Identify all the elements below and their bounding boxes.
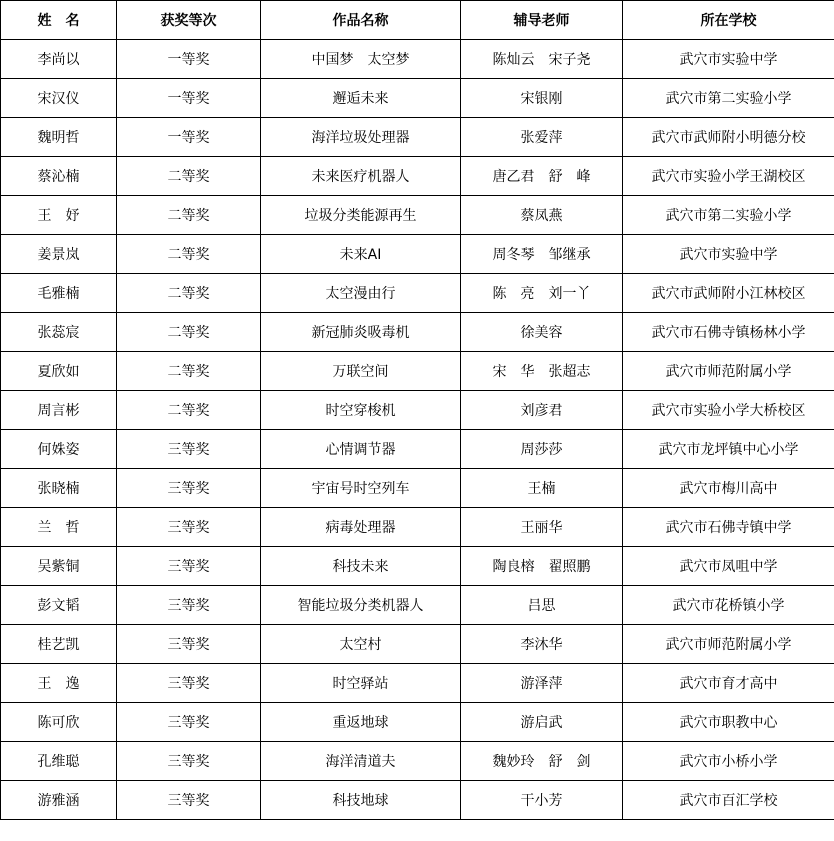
cell-instructor: 魏妙玲 舒 剑	[461, 742, 623, 781]
cell-name: 毛雅楠	[1, 274, 117, 313]
cell-award-level: 三等奖	[117, 781, 261, 820]
cell-school: 武穴市石佛寺镇中学	[623, 508, 834, 547]
cell-work-title: 垃圾分类能源再生	[261, 196, 461, 235]
cell-work-title: 科技未来	[261, 547, 461, 586]
cell-instructor: 游泽萍	[461, 664, 623, 703]
cell-work-title: 新冠肺炎吸毒机	[261, 313, 461, 352]
cell-instructor: 蔡凤燕	[461, 196, 623, 235]
cell-work-title: 太空村	[261, 625, 461, 664]
cell-instructor: 王楠	[461, 469, 623, 508]
cell-award-level: 二等奖	[117, 157, 261, 196]
cell-instructor: 陶良榕 翟照鹏	[461, 547, 623, 586]
cell-name: 姜景岚	[1, 235, 117, 274]
cell-award-level: 三等奖	[117, 469, 261, 508]
cell-school: 武穴市育才高中	[623, 664, 834, 703]
cell-name: 吴紫铜	[1, 547, 117, 586]
cell-award-level: 一等奖	[117, 40, 261, 79]
cell-school: 武穴市师范附属小学	[623, 352, 834, 391]
cell-name: 兰 哲	[1, 508, 117, 547]
cell-name: 夏欣如	[1, 352, 117, 391]
table-row	[1, 313, 834, 352]
table-row	[1, 157, 834, 196]
cell-name: 张晓楠	[1, 469, 117, 508]
cell-name: 魏明哲	[1, 118, 117, 157]
cell-instructor: 游启武	[461, 703, 623, 742]
cell-name: 陈可欣	[1, 703, 117, 742]
cell-award-level: 三等奖	[117, 703, 261, 742]
table-row	[1, 235, 834, 274]
table-header	[1, 1, 834, 40]
cell-school: 武穴市凤咀中学	[623, 547, 834, 586]
cell-award-level: 二等奖	[117, 196, 261, 235]
cell-award-level: 三等奖	[117, 625, 261, 664]
header-name: 姓 名	[1, 1, 117, 40]
cell-instructor: 干小芳	[461, 781, 623, 820]
table-row	[1, 547, 834, 586]
table-row	[1, 703, 834, 742]
cell-award-level: 三等奖	[117, 664, 261, 703]
cell-name: 桂艺凯	[1, 625, 117, 664]
cell-work-title: 科技地球	[261, 781, 461, 820]
cell-award-level: 三等奖	[117, 430, 261, 469]
cell-instructor: 宋银刚	[461, 79, 623, 118]
cell-work-title: 邂逅未来	[261, 79, 461, 118]
table-row	[1, 469, 834, 508]
cell-instructor: 周莎莎	[461, 430, 623, 469]
cell-school: 武穴市小桥小学	[623, 742, 834, 781]
cell-school: 武穴市第二实验小学	[623, 196, 834, 235]
cell-award-level: 三等奖	[117, 586, 261, 625]
table-row	[1, 352, 834, 391]
cell-award-level: 二等奖	[117, 235, 261, 274]
table-row	[1, 781, 834, 820]
cell-instructor: 吕思	[461, 586, 623, 625]
table-row	[1, 625, 834, 664]
header-row	[1, 1, 834, 40]
table-row	[1, 40, 834, 79]
cell-name: 张蕊宸	[1, 313, 117, 352]
cell-award-level: 二等奖	[117, 313, 261, 352]
cell-work-title: 未来AI	[261, 235, 461, 274]
cell-school: 武穴市实验中学	[623, 235, 834, 274]
cell-name: 周言彬	[1, 391, 117, 430]
table-row	[1, 196, 834, 235]
cell-school: 武穴市第二实验小学	[623, 79, 834, 118]
cell-work-title: 海洋清道夫	[261, 742, 461, 781]
table-row	[1, 742, 834, 781]
cell-instructor: 刘彦君	[461, 391, 623, 430]
table-body	[1, 40, 834, 820]
cell-instructor: 陈 亮 刘一丫	[461, 274, 623, 313]
cell-work-title: 心情调节器	[261, 430, 461, 469]
cell-instructor: 唐乙君 舒 峰	[461, 157, 623, 196]
cell-school: 武穴市师范附属小学	[623, 625, 834, 664]
cell-award-level: 二等奖	[117, 274, 261, 313]
header-work-title: 作品名称	[261, 1, 461, 40]
cell-school: 武穴市龙坪镇中心小学	[623, 430, 834, 469]
table-row	[1, 118, 834, 157]
cell-instructor: 徐美容	[461, 313, 623, 352]
cell-name: 王 妤	[1, 196, 117, 235]
cell-school: 武穴市花桥镇小学	[623, 586, 834, 625]
cell-name: 何姝姿	[1, 430, 117, 469]
cell-school: 武穴市百汇学校	[623, 781, 834, 820]
cell-name: 孔维聪	[1, 742, 117, 781]
cell-award-level: 一等奖	[117, 118, 261, 157]
cell-name: 李尚以	[1, 40, 117, 79]
cell-work-title: 海洋垃圾处理器	[261, 118, 461, 157]
cell-work-title: 时空穿梭机	[261, 391, 461, 430]
cell-work-title: 重返地球	[261, 703, 461, 742]
cell-instructor: 宋 华 张超志	[461, 352, 623, 391]
header-award-level: 获奖等次	[117, 1, 261, 40]
cell-work-title: 智能垃圾分类机器人	[261, 586, 461, 625]
cell-school: 武穴市武师附小江林校区	[623, 274, 834, 313]
cell-work-title: 未来医疗机器人	[261, 157, 461, 196]
cell-work-title: 时空驿站	[261, 664, 461, 703]
cell-name: 蔡沁楠	[1, 157, 117, 196]
cell-work-title: 万联空间	[261, 352, 461, 391]
cell-school: 武穴市实验中学	[623, 40, 834, 79]
cell-award-level: 一等奖	[117, 79, 261, 118]
cell-instructor: 周冬琴 邹继承	[461, 235, 623, 274]
cell-instructor: 王丽华	[461, 508, 623, 547]
header-instructor: 辅导老师	[461, 1, 623, 40]
table-row	[1, 274, 834, 313]
cell-award-level: 三等奖	[117, 547, 261, 586]
cell-work-title: 病毒处理器	[261, 508, 461, 547]
table-row	[1, 430, 834, 469]
cell-instructor: 陈灿云 宋子尧	[461, 40, 623, 79]
cell-work-title: 太空漫由行	[261, 274, 461, 313]
table-row	[1, 586, 834, 625]
cell-name: 王 逸	[1, 664, 117, 703]
cell-award-level: 二等奖	[117, 391, 261, 430]
table-row	[1, 391, 834, 430]
cell-instructor: 李沐华	[461, 625, 623, 664]
table-row	[1, 79, 834, 118]
table-row	[1, 508, 834, 547]
cell-name: 宋汉仪	[1, 79, 117, 118]
cell-instructor: 张爱萍	[461, 118, 623, 157]
cell-name: 游雅涵	[1, 781, 117, 820]
header-school: 所在学校	[623, 1, 834, 40]
cell-name: 彭文韬	[1, 586, 117, 625]
cell-school: 武穴市实验小学大桥校区	[623, 391, 834, 430]
cell-work-title: 中国梦 太空梦	[261, 40, 461, 79]
cell-school: 武穴市石佛寺镇杨林小学	[623, 313, 834, 352]
table-row	[1, 664, 834, 703]
cell-school: 武穴市梅川高中	[623, 469, 834, 508]
cell-award-level: 三等奖	[117, 742, 261, 781]
cell-school: 武穴市实验小学王湖校区	[623, 157, 834, 196]
cell-award-level: 二等奖	[117, 352, 261, 391]
cell-work-title: 宇宙号时空列车	[261, 469, 461, 508]
cell-school: 武穴市武师附小明德分校	[623, 118, 834, 157]
cell-award-level: 三等奖	[117, 508, 261, 547]
cell-school: 武穴市职教中心	[623, 703, 834, 742]
